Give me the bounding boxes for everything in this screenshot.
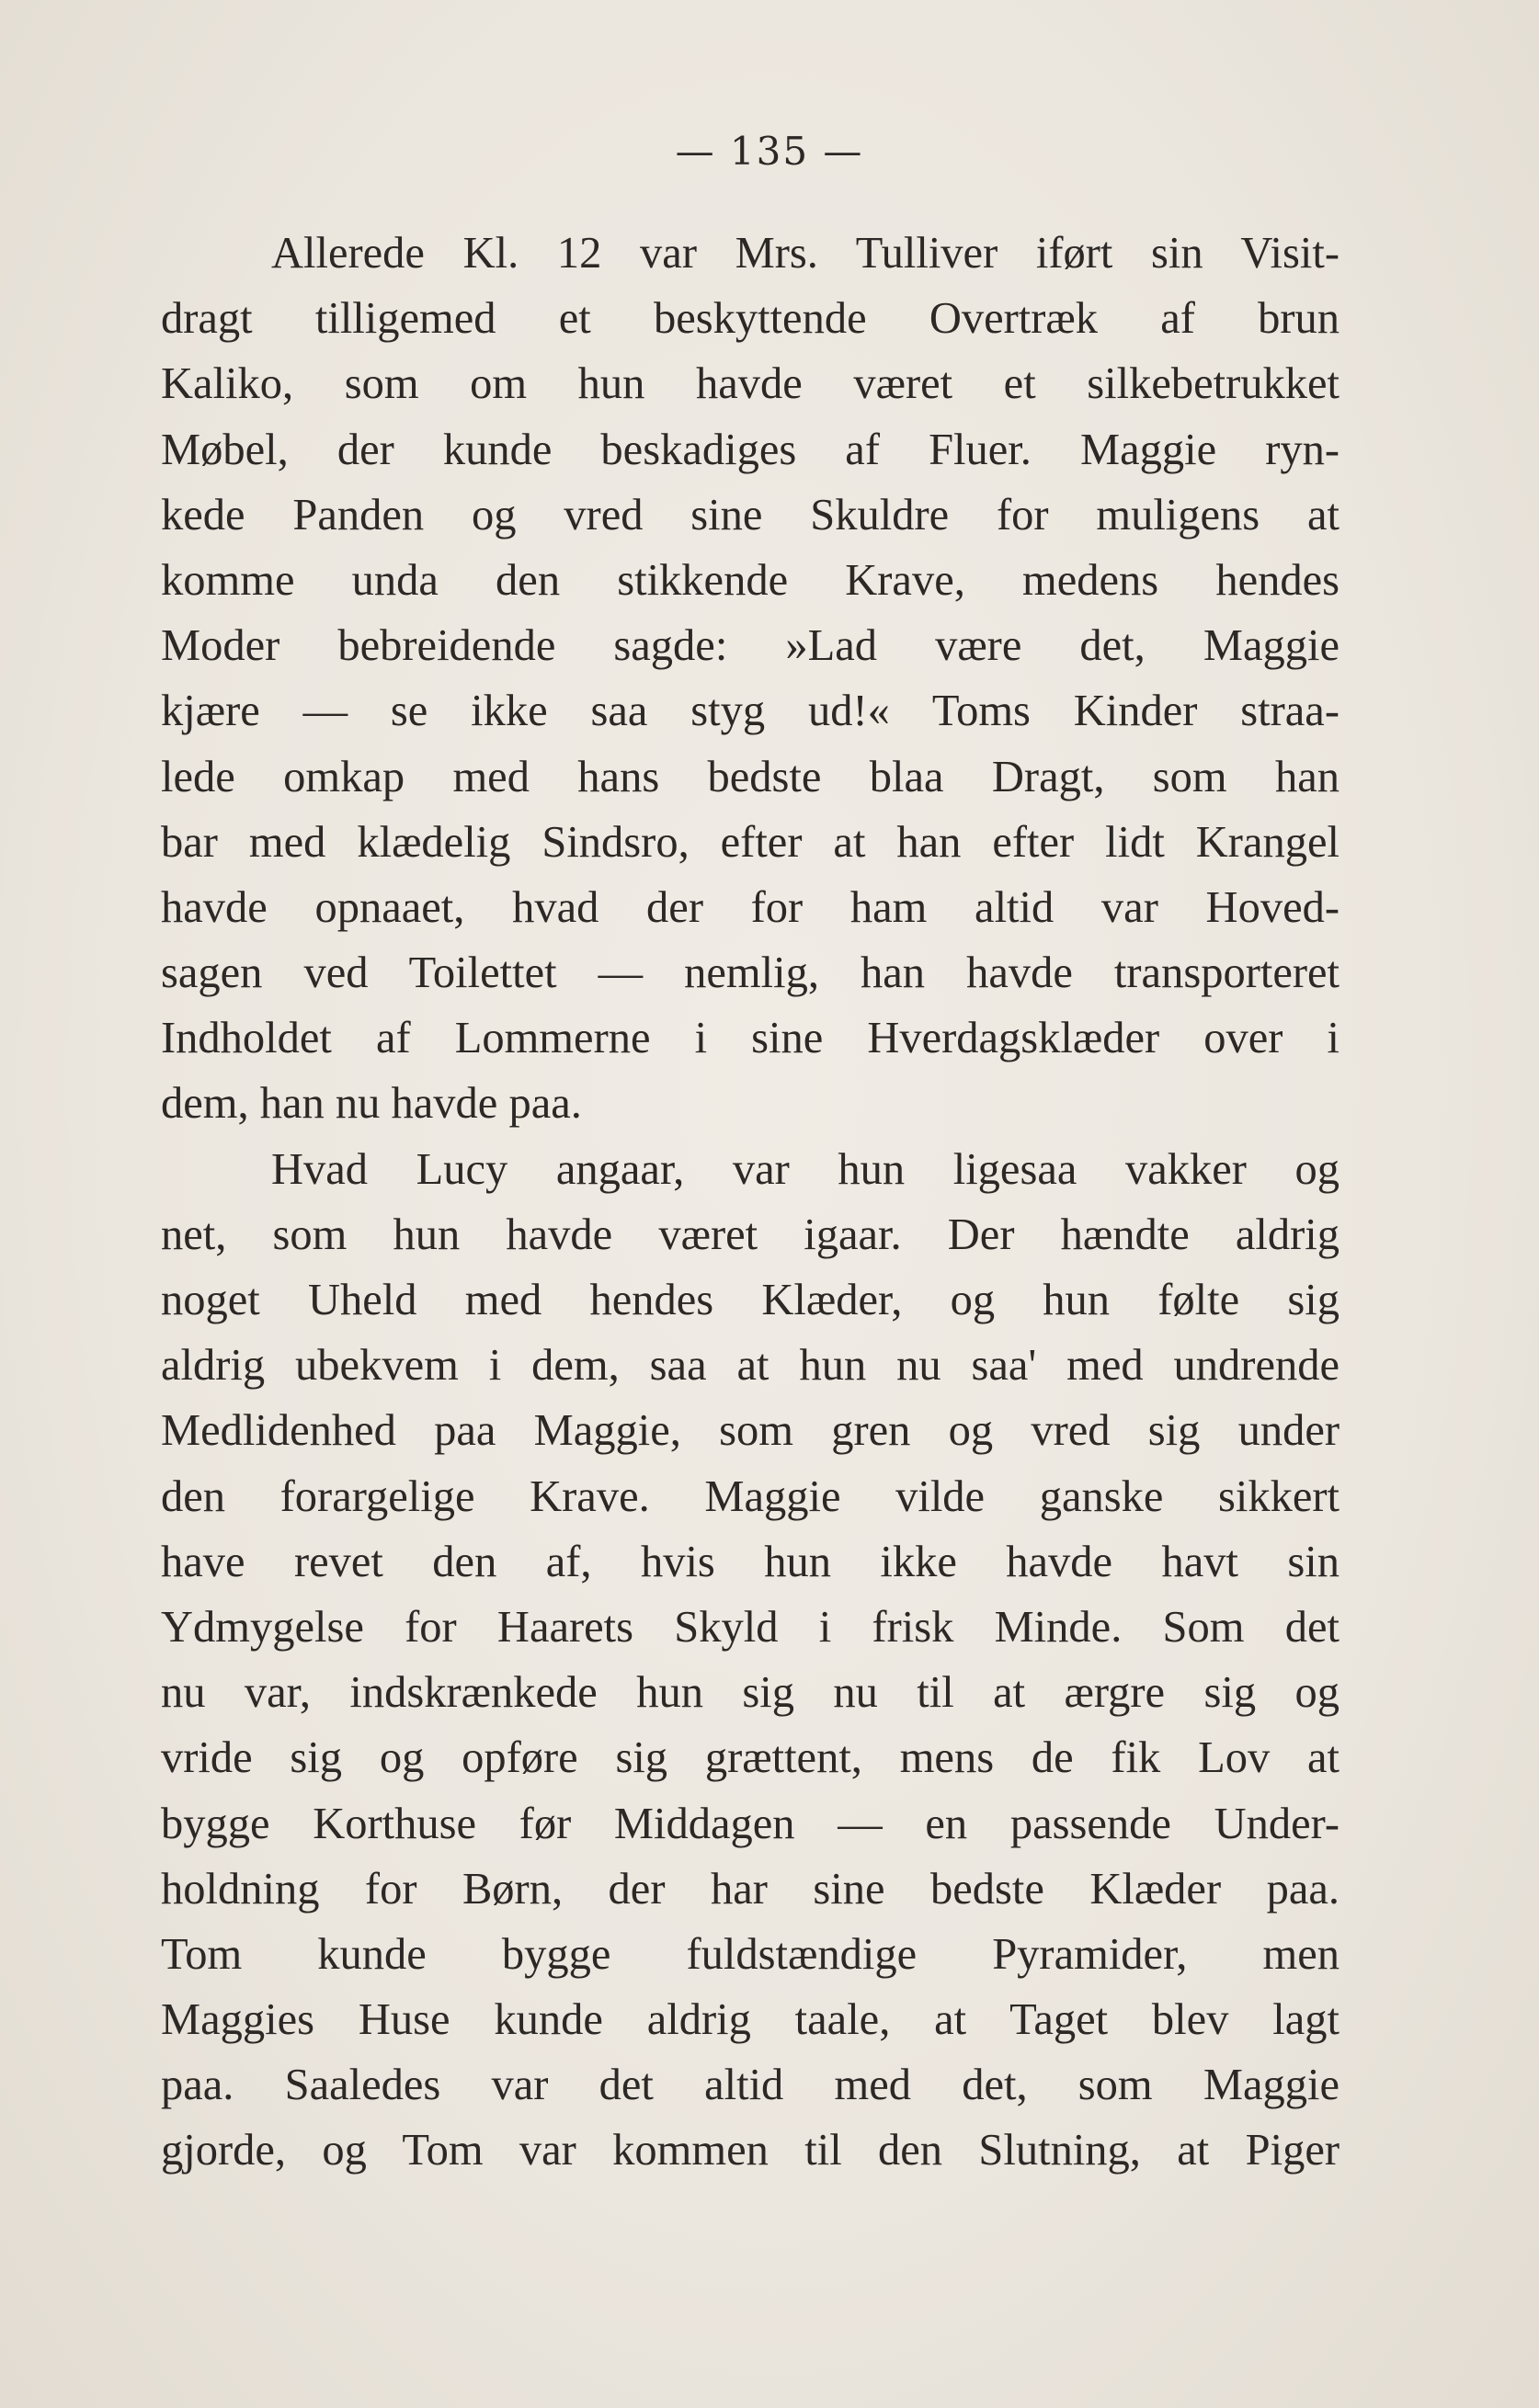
text-line: Maggies Huse kunde aldrig taale, at Taget blev lagt (161, 1995, 1340, 2045)
text-line: Kaliko, som om hun havde været et silkebetrukket (161, 359, 1340, 409)
text-line: Hvad Lucy angaar, var hun ligesaa vakker og (271, 1144, 1340, 1194)
text-line: Ydmygelse for Haarets Skyld i frisk Minde. Som det (161, 1602, 1340, 1652)
text-line: have revet den af, hvis hun ikke havde havt sin (161, 1537, 1340, 1586)
text-line: noget Uheld med hendes Klæder, og hun følte sig (161, 1276, 1340, 1324)
text-line: gjorde, og Tom var kommen til den Slutning, at Piger (161, 2126, 1340, 2175)
text-line: nu var, indskrænkede hun sig nu til at ærgre sig og (161, 1668, 1340, 1718)
text-line: Møbel, der kunde beskadiges af Fluer. Maggie ryn- (161, 425, 1340, 474)
text-line: Moder bebreidende sagde: »Lad være det, Maggie (161, 621, 1340, 671)
text-line: holdning for Børn, der har sine bedste Klæder paa. (161, 1864, 1340, 1914)
text-line: den forargelige Krave. Maggie vilde ganske sikkert (161, 1471, 1340, 1521)
text-line: havde opnaaet, hvad der for ham altid var Hoved- (161, 882, 1340, 932)
text-line: Tom kunde bygge fuldstændige Pyramider, men (161, 1929, 1340, 1979)
text-line: kede Panden og vred sine Skuldre for muligens at (161, 490, 1340, 540)
text-line: kjære — se ikke saa styg ud!« Toms Kinder straa- (161, 687, 1340, 736)
text-line: dragt tilligemed et beskyttende Overtræk af brun (161, 294, 1340, 344)
text-line: aldrig ubekvem i dem, saa at hun nu saa' med undrende (161, 1341, 1340, 1391)
text-line: vride sig og opføre sig grættent, mens de fik Lov at (161, 1733, 1340, 1783)
text-line: paa. Saaledes var det altid med det, som Maggie (161, 2061, 1340, 2110)
text-line: dem, han nu havde paa. (161, 1079, 582, 1129)
text-line: net, som hun havde været igaar. Der hændte aldrig (161, 1210, 1340, 1259)
page-body (161, 221, 1340, 2184)
text-line: bar med klædelig Sindsro, efter at han efter lidt Krangel (161, 817, 1340, 867)
text-line: Allerede Kl. 12 var Mrs. Tulliver iført sin Visit- (271, 229, 1340, 278)
text-line: Indholdet af Lommerne i sine Hverdagsklæder over i (161, 1014, 1340, 1063)
page-number: — 135 — (675, 129, 864, 174)
text-line: komme unda den stikkende Krave, medens hendes (161, 555, 1340, 605)
text-line: lede omkap med hans bedste blaa Dragt, som han (161, 752, 1340, 801)
text-line: Medlidenhed paa Maggie, som gren og vred sig under (161, 1406, 1340, 1456)
text-line: sagen ved Toilettet — nemlig, han havde transporteret (161, 948, 1340, 998)
text-line: bygge Korthuse før Middagen — en passende Under- (161, 1799, 1340, 1848)
